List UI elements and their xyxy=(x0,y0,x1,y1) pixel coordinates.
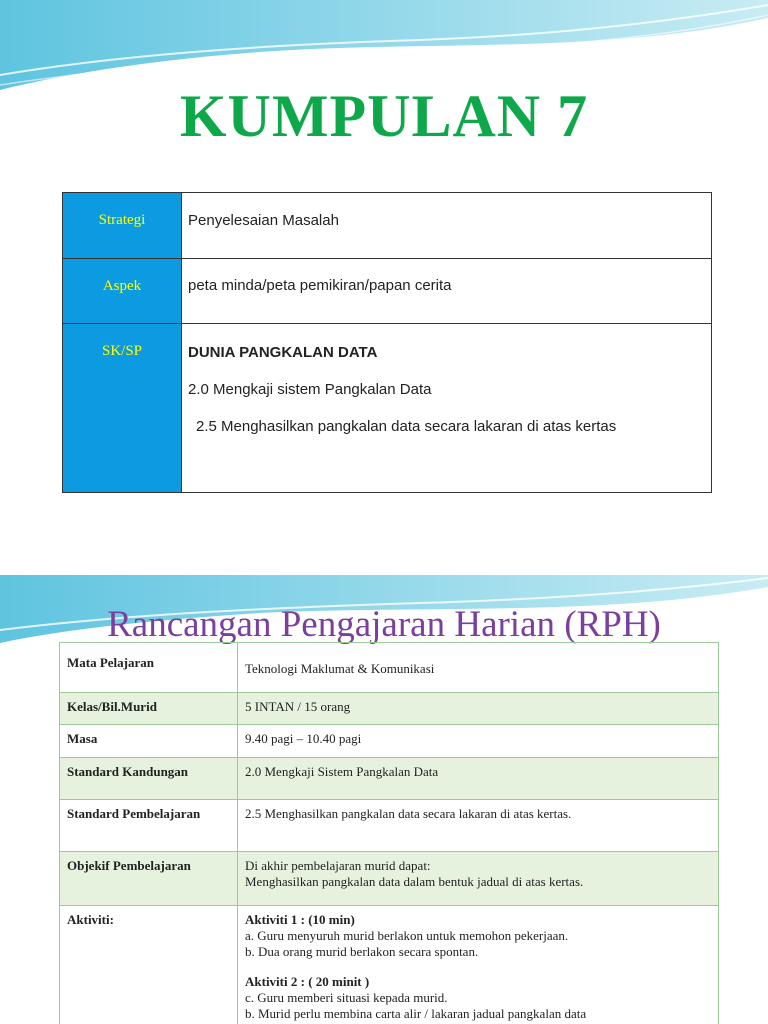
row-value xyxy=(182,324,712,493)
sksp-line-1: 2.0 Mengkaji sistem Pangkalan Data xyxy=(188,381,432,398)
table-row xyxy=(60,643,719,693)
objective-line-2: Menghasilkan pangkalan data dalam bentuk jadual di atas kertas. xyxy=(245,874,584,889)
activity-1-item-a: a. Guru menyuruh murid berlakon untuk memohon pekerjaan. xyxy=(245,928,569,943)
row-label: Kelas/Bil.Murid xyxy=(60,693,238,725)
table-row xyxy=(60,800,719,852)
activity-1-item-b: b. Dua orang murid berlakon secara spontan. xyxy=(245,944,479,959)
sksp-heading: DUNIA PANGKALAN DATA xyxy=(188,344,378,361)
row-value: 2.0 Mengkaji Sistem Pangkalan Data xyxy=(238,758,719,800)
strategy-table xyxy=(62,192,712,493)
row-label: SK/SP xyxy=(63,324,182,493)
table-row xyxy=(60,758,719,800)
table-row xyxy=(60,725,719,758)
row-value: 5 INTAN / 15 orang xyxy=(238,693,719,725)
row-value xyxy=(238,906,719,1024)
row-value: peta minda/peta pemikiran/papan cerita xyxy=(182,259,712,324)
row-value: Teknologi Maklumat & Komunikasi xyxy=(238,643,719,693)
rph-title: Rancangan Pengajaran Harian (RPH) xyxy=(107,604,661,645)
row-label: Aspek xyxy=(63,259,182,324)
row-value: Penyelesaian Masalah xyxy=(182,193,712,259)
row-label: Strategi xyxy=(63,193,182,259)
page-title: KUMPULAN 7 xyxy=(179,83,589,149)
objective-line-1: Di akhir pembelajaran murid dapat: xyxy=(245,858,431,873)
activity-2-title: Aktiviti 2 : ( 20 minit ) xyxy=(245,974,370,989)
table-row xyxy=(63,259,712,324)
row-value: 9.40 pagi – 10.40 pagi xyxy=(238,725,719,758)
row-label: Standard Pembelajaran xyxy=(60,800,238,852)
slide-rph xyxy=(0,575,768,1024)
activity-2-item-c: c. Guru memberi situasi kepada murid. xyxy=(245,990,448,1005)
table-row xyxy=(63,193,712,259)
row-value: 2.5 Menghasilkan pangkalan data secara lakaran di atas kertas. xyxy=(238,800,719,852)
row-label: Standard Kandungan xyxy=(60,758,238,800)
sksp-line-2: 2.5 Menghasilkan pangkalan data secara lakaran di atas kertas xyxy=(196,418,617,435)
rph-table xyxy=(59,642,719,1024)
row-label: Aktiviti: xyxy=(60,906,238,1024)
table-row xyxy=(60,852,719,906)
table-row xyxy=(60,906,719,1024)
table-row xyxy=(63,324,712,493)
row-label: Mata Pelajaran xyxy=(60,643,238,693)
row-label: Objekif Pembelajaran xyxy=(60,852,238,906)
activity-2-item-b: b. Murid perlu membina carta alir / lakaran jadual pangkalan data xyxy=(245,1006,587,1021)
row-value xyxy=(238,852,719,906)
row-label: Masa xyxy=(60,725,238,758)
table-row xyxy=(60,693,719,725)
activity-1-title: Aktiviti 1 : (10 min) xyxy=(245,912,355,927)
wave-header-decoration xyxy=(0,0,768,90)
